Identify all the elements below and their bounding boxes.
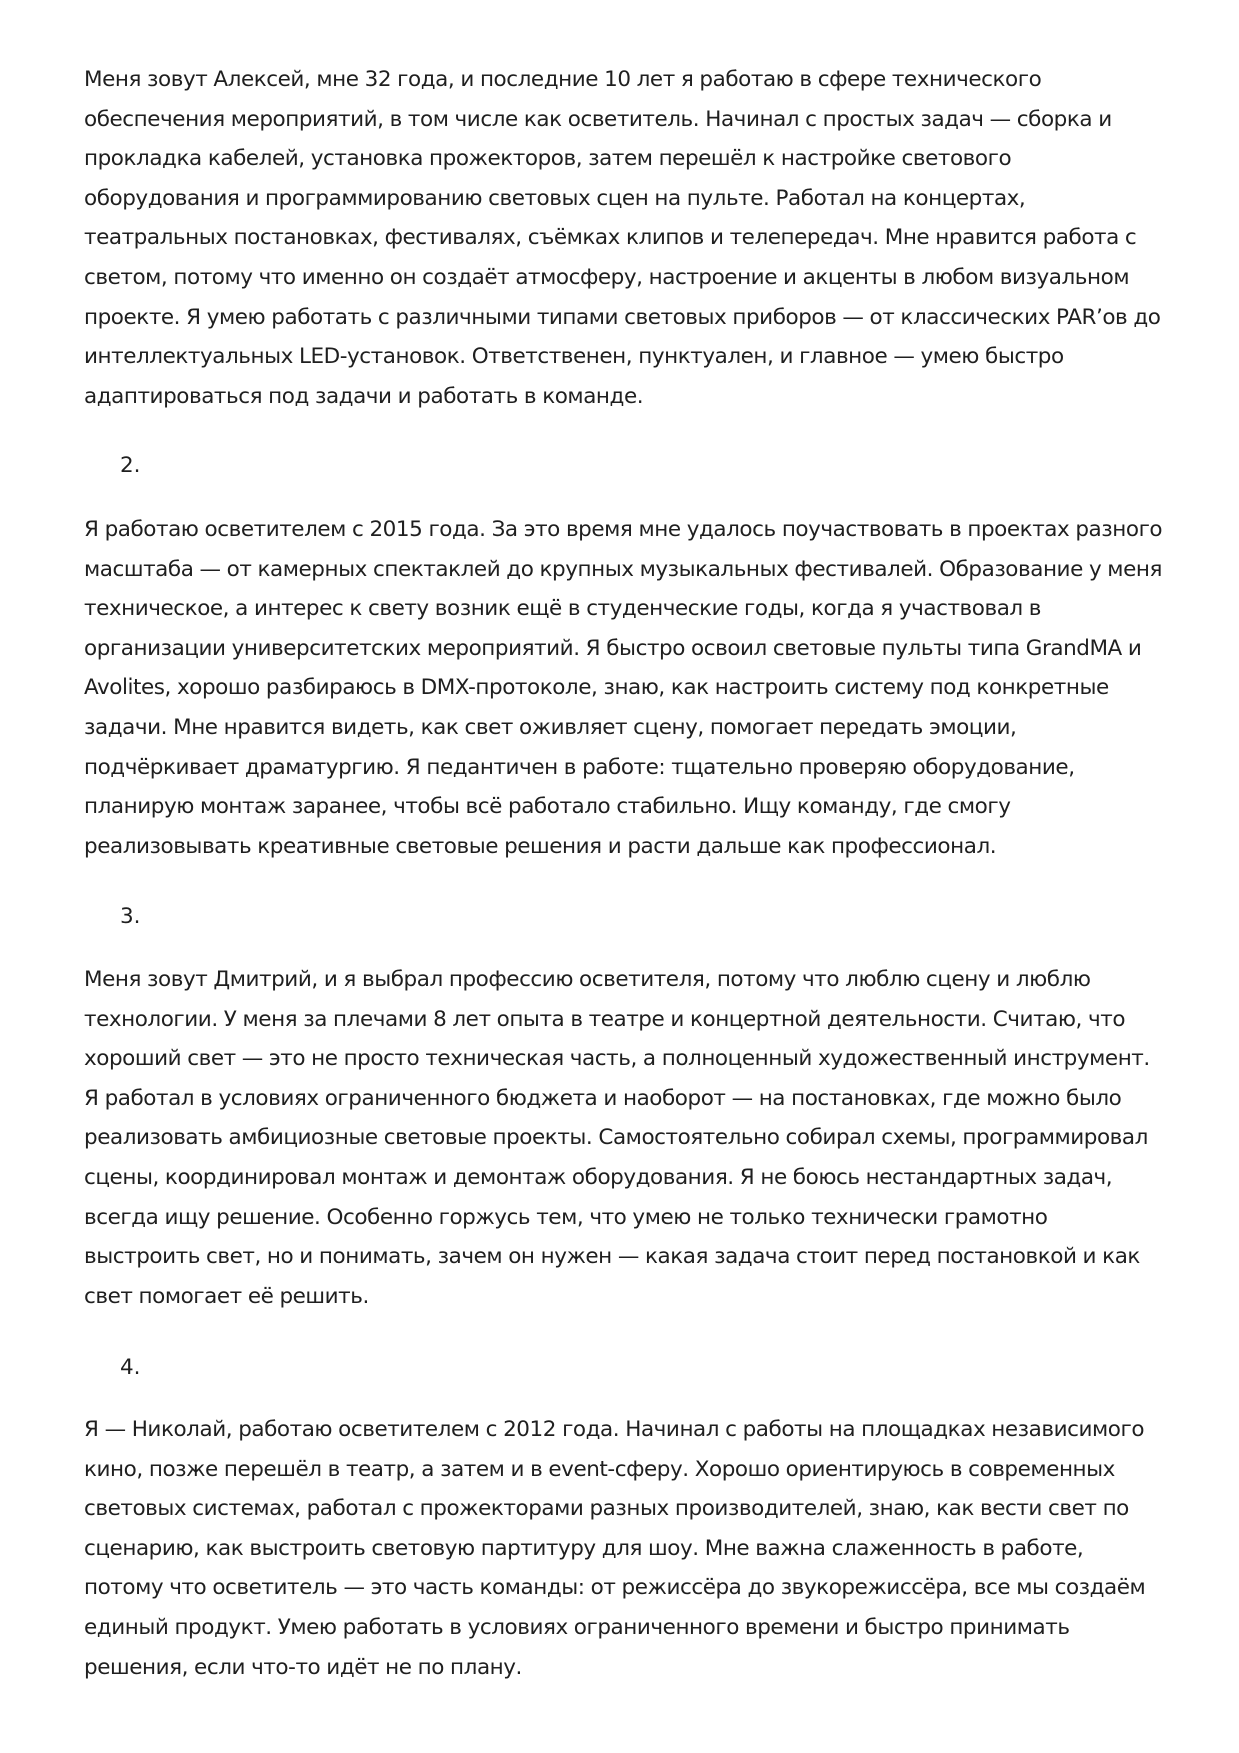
list-number-2: 2. xyxy=(120,453,141,478)
list-number-4: 4. xyxy=(120,1355,141,1380)
paragraph-1: Меня зовут Алексей, мне 32 года, и последние 10 лет я работаю в сфере технического обеспечения мероприятий, в том числе как осветитель. Начинал с простых задач — сборка и прокладка кабелей, установка прожекторов, затем перешёл к настройке светового оборудования и программированию световых сцен на пульте. Работал на концертах, театральных постановках, фестивалях, съёмках клипов и телепередач. Мне нравится работа с светом, потому что именно он создаёт атмосферу, настроение и акценты в любом визуальном проекте. Я умею работать с различными типами световых приборов — от классических PAR’ов до интеллектуальных LED-установок. Ответственен, пунктуален, и главное — умею быстро адаптироваться под задачи и работать в команде. xyxy=(84,67,1161,409)
paragraph-3: Меня зовут Дмитрий, и я выбрал профессию осветителя, потому что люблю сцену и люблю технологии. У меня за плечами 8 лет опыта в театре и концертной деятельности. Считаю, что хороший свет — это не просто техническая часть, а полноценный художественный инструмент. Я работал в условиях ограниченного бюджета и наоборот — на постановках, где можно было реализовать амбициозные световые проекты. Самостоятельно собирал схемы, программировал сцены, координировал монтаж и демонтаж оборудования. Я не боюсь нестандартных задач, всегда ищу решение. Особенно горжусь тем, что умею не только технически грамотно выстроить свет, но и понимать, зачем он нужен — какая задача стоит перед постановкой и как свет помогает её решить. xyxy=(84,967,1150,1309)
paragraph-2: Я работаю осветителем с 2015 года. За это время мне удалось поучаствовать в проектах разного масштаба — от камерных спектаклей до крупных музыкальных фестивалей. Образование у меня техническое, а интерес к свету возник ещё в студенческие годы, когда я участвовал в организации университетских мероприятий. Я быстро освоил световые пульты типа GrandMA и Avolites, хорошо разбираюсь в DMX-протоколе, знаю, как настроить систему под конкретные задачи. Мне нравится видеть, как свет оживляет сцену, помогает передать эмоции, подчёркивает драматургию. Я педантичен в работе: тщательно проверяю оборудование, планирую монтаж заранее, чтобы всё работало стабильно. Ищу команду, где смогу реализовывать креативные световые решения и расти дальше как профессионал. xyxy=(84,517,1163,859)
paragraph-4: Я — Николай, работаю осветителем с 2012 года. Начинал с работы на площадках независимого кино, позже перешёл в театр, а затем и в event-сферу. Хорошо ориентируюсь в современных световых системах, работал с прожекторами разных производителей, знаю, как вести свет по сценарию, как выстроить световую партитуру для шоу. Мне важна слаженность в работе, потому что осветитель — это часть команды: от режиссёра до звукорежиссёра, все мы создаём единый продукт. Умею работать в условиях ограниченного времени и быстро принимать решения, если что-то идёт не по плану. xyxy=(84,1417,1146,1680)
list-number-3: 3. xyxy=(120,904,141,929)
